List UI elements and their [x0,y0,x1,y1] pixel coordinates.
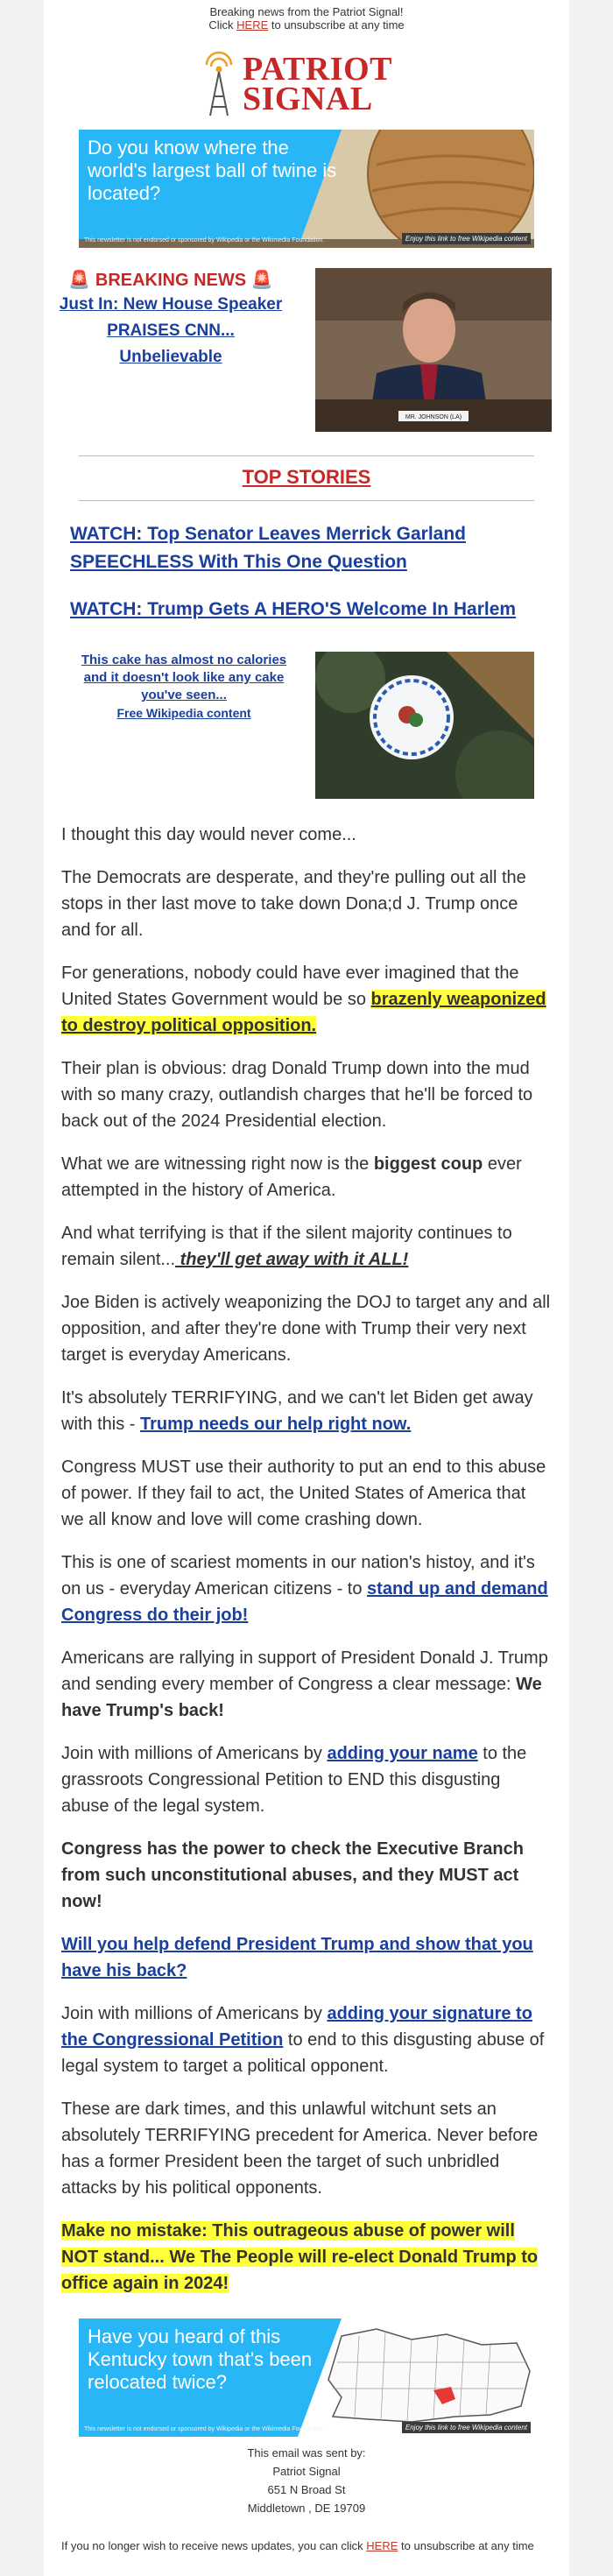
paragraph: And what terrifying is that if the silent majority continues to remain silent... they'll get away with it ALL! [61,1224,512,1269]
paragraph: Join with millions of Americans by adding your name to the grassroots Congressional Petition to END this disgusting abuse of the legal system. [61,1744,527,1816]
footer-address: This email was sent by: Patriot Signal 651 N Broad St Middletown , DE 19709 [247,2446,366,2515]
ad-headline: Do you know where the world's largest ball of twine is located? [88,137,337,204]
divider-top [79,455,534,456]
paragraph: These are dark times, and this unlawful witchunt sets an absolutely TERRIFYING precedent for America. Never before has a former President been the target of such unbridled attacks by his political opponents. [61,2100,539,2198]
paragraph: I thought this day would never come... [61,825,356,844]
cake-photo[interactable] [315,652,534,799]
wikipedia-ad-kentucky[interactable] [79,2318,534,2437]
unsubscribe-link-bottom[interactable]: HERE [366,2539,398,2552]
ad-disclaimer: This newsletter is not endorsed or sponsored by Wikipedia or the Wikimedia Foundation. [84,2426,325,2432]
footer-unsubscribe: If you no longer wish to receive news updates, you can click HERE to unsubscribe at any time [61,2539,534,2552]
breaking-news-photo[interactable] [315,268,552,432]
paragraph: Joe Biden is actively weaponizing the DOJ to target any and all opposition, and after they're done with Trump their very next target is everyday Americans. [61,1293,551,1365]
logo-wordmark: PATRIOT SIGNAL [243,51,392,117]
paragraph: This is one of scariest moments in our nation's histoy, and it's on us - everyday American citizens - to stand up and demand Congress do their job! [61,1553,548,1625]
stand-up-link[interactable]: stand up and demand Congress do their job! [61,1579,548,1625]
highlight-paragraph: Make no mistake: This outrageous abuse of power will NOT stand... We The People will re-elect Donald Trump to office again in 2024! [61,2221,539,2293]
paragraph: The Democrats are desperate, and they're pulling out all the stops in ther last move to take down Dona;d J. Trump once and for all. [61,868,526,940]
paragraph: Congress MUST use their authority to put an end to this abuse of power. If they fail to act, the United States of America that we all know and love will come crashing down. [61,1457,546,1529]
preheader [44,5,569,32]
patriot-signal-logo[interactable] [201,51,412,121]
ad-credit-label: Enjoy this link to free Wikipedia content [402,233,531,244]
signal-tower-icon [201,51,236,117]
article-body [61,822,552,2313]
nameplate-text: MR. JOHNSON (LA) [405,414,462,420]
paragraph: Their plan is obvious: drag Donald Trump down into the mud with so many crazy, outlandish charges that he'll be forced to back out of the 2024 Presidential election. [61,1059,533,1131]
ad-disclaimer: This newsletter is not endorsed or sponsored by Wikipedia or the Wikimedia Foundation. [84,237,325,243]
breaking-headline-link[interactable]: Just In: New House Speaker PRAISES CNN... Unbelievable [59,295,283,366]
cake-wikipedia-link[interactable]: Free Wikipedia content [116,706,251,720]
preheader-unsubscribe-line: Click HERE to unsubscribe at any time [208,18,405,32]
paragraph [61,1931,552,1984]
paragraph: For generations, nobody could have ever imagined that the United States Government would be so brazenly weaponized to destroy political opposition. [61,963,546,1035]
paragraph-bold: Congress has the power to check the Executive Branch from such unconstitutional abuses, and they MUST act now! [61,1839,524,1911]
wikipedia-ad-twine[interactable] [79,130,534,248]
breaking-news-block [44,269,298,371]
weaponized-link[interactable]: brazenly weaponized to destroy political opposition. [61,990,546,1035]
top-stories-heading: TOP STORIES [242,466,371,488]
divider-bottom [79,500,534,501]
paragraph: Americans are rallying in support of President Donald J. Trump and sending every member of Congress a clear message: We have Trump's back! [61,1648,548,1720]
paragraph: It's absolutely TERRIFYING, and we can't let Biden get away with this - Trump needs our help right now. [61,1388,533,1434]
preheader-text: Breaking news from the Patriot Signal! [209,5,404,18]
help-now-link[interactable]: Trump needs our help right now. [140,1415,412,1434]
paragraph: Join with millions of Americans by adding your signature to the Congressional Petition to end to this disgusting abuse of legal system to target a political opponent. [61,2004,545,2076]
paragraph: What we are witnessing right now is the biggest coup ever attempted in the history of America. [61,1154,522,1200]
unsubscribe-link-top[interactable]: HERE [236,18,269,32]
breaking-news-title: 🚨 BREAKING NEWS 🚨 [68,271,273,290]
cake-image [315,652,534,799]
ad-headline: Have you heard of this Kentucky town that's been relocated twice? [88,2325,313,2393]
defend-trump-link[interactable]: Will you help defend President Trump and show that you have his back? [61,1935,533,1980]
cake-link[interactable]: This cake has almost no calories and it doesn't look like any cake you've seen... [81,653,287,702]
speaker-photo-image [315,268,552,432]
story-link-garland[interactable]: WATCH: Top Senator Leaves Merrick Garland SPEECHLESS With This One Question [70,524,466,572]
story-link-harlem[interactable]: WATCH: Trump Gets A HERO'S Welcome In Harlem [70,599,517,619]
add-signature-link[interactable]: adding your signature to the Congressional Petition [61,2004,532,2050]
get-away-link[interactable]: they'll get away with it ALL! [175,1250,409,1269]
ad-credit-label: Enjoy this link to free Wikipedia content [402,2422,531,2433]
add-name-link[interactable]: adding your name [327,1744,478,1763]
email-card [44,0,569,2576]
